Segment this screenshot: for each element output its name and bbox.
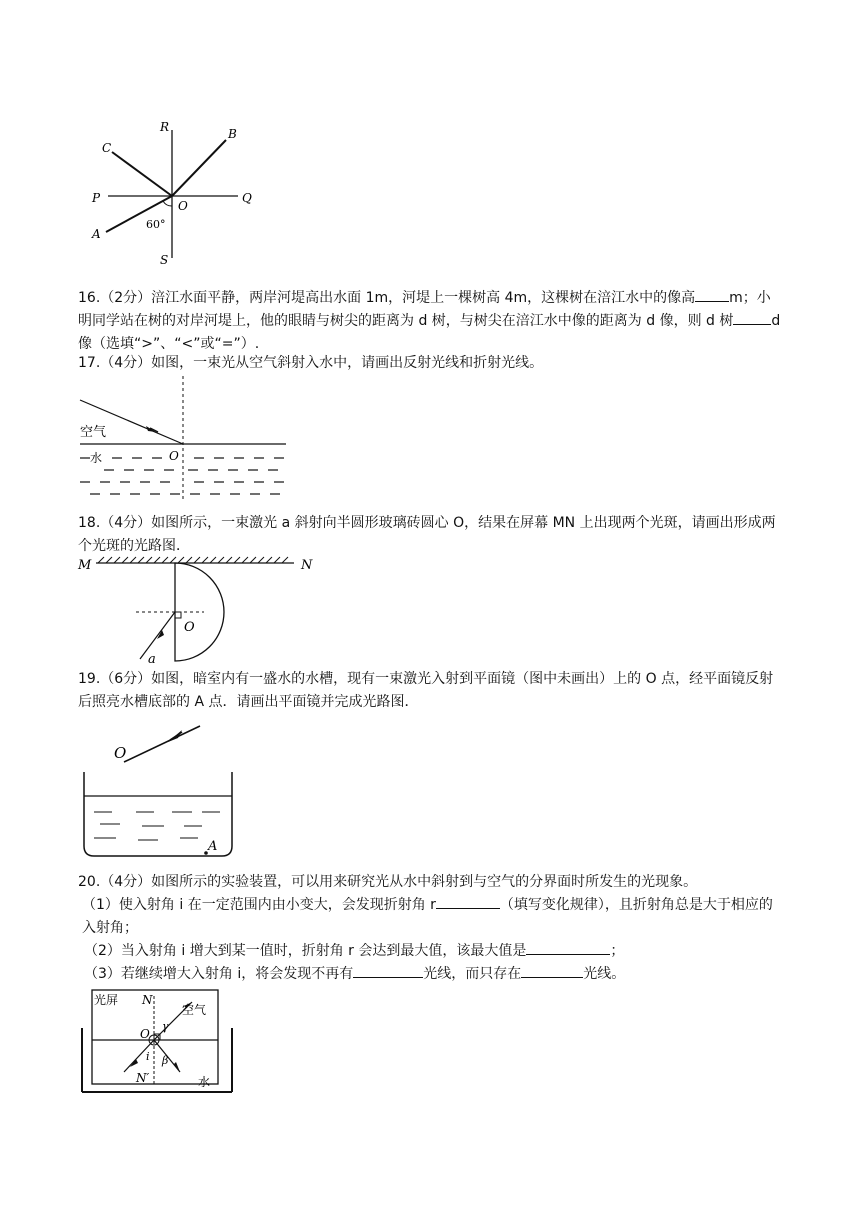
normal-N-label: N	[142, 993, 153, 1007]
question-18	[78, 512, 784, 558]
q16-blank-1[interactable]	[695, 287, 729, 302]
q19-text: 19.（6分）如图，暗室内有一盛水的水槽，现有一束激光入射到平面镜（图中未画出）上的 O 点，经平面镜反射后照亮水槽底部的 A 点．请画出平面镜并完成光路图．	[78, 671, 774, 710]
q20-text: 20.（4分）如图所示的实验装置，可以用来研究光从水中斜射到与空气的分界面时所发生的光现象。	[78, 874, 698, 890]
q20-part-1: （1）使入射角 i 在一定范围内由小变大，会发现折射角 r （填写变化规律），且折射角总是大于相应的入射角；	[82, 894, 784, 940]
question-20	[78, 871, 784, 894]
air-label: 空气	[80, 425, 107, 440]
water-label: 水	[90, 451, 103, 465]
q20-blank-2[interactable]	[526, 940, 610, 955]
label-S: S	[160, 253, 169, 267]
q16-end: d 像（选填“>”、“<”或“=”）.	[78, 313, 781, 352]
water-label: 水	[198, 1075, 211, 1089]
q20-part-3: （3）若继续增大入射角 i，将会发现不再有 光线，而只存在 光线。	[84, 963, 784, 986]
label-C: C	[102, 141, 112, 155]
question-16	[78, 287, 784, 356]
angle-label: 60°	[146, 218, 166, 231]
label-N: N	[301, 558, 313, 573]
angle-gamma-label: γ	[162, 1020, 169, 1033]
label-B: B	[228, 127, 237, 141]
q16-mid: m；小明同学站在树的对岸河堤上，他的眼睛与树尖的距离为 d 树，与树尖在涪江水中像的距离为 d 像，则 d 树	[78, 290, 771, 329]
air-label: 空气	[182, 1003, 207, 1017]
light-screen-apparatus-diagram	[80, 988, 240, 1096]
reflection-diagram	[86, 118, 266, 268]
angle-beta-label: β	[162, 1054, 169, 1067]
label-P: P	[92, 191, 101, 205]
point-O-label: O	[114, 744, 127, 762]
q18-text: 18.（4分）如图所示，一束激光 a 斜射向半圆形玻璃砖圆心 O，结果在屏幕 MN 上出现两个光斑，请画出形成两个光斑的光路图．	[78, 515, 776, 554]
q20-blank-1[interactable]	[436, 894, 500, 909]
label-O: O	[184, 620, 195, 635]
point-O-label: O	[140, 1027, 150, 1041]
q20-blank-3[interactable]	[353, 963, 423, 978]
label-A: A	[92, 227, 101, 241]
question-19	[78, 668, 784, 714]
label-O: O	[178, 199, 188, 213]
label-M: M	[78, 558, 92, 573]
q16-prefix: 16.（2分）涪江水面平静，两岸河堤高出水面 1m，河堤上一棵树高 4m，这棵树在涪江水中的像高	[78, 290, 696, 306]
q16-blank-2[interactable]	[733, 310, 771, 325]
water-tank-diagram	[80, 718, 240, 860]
screen-label: 光屏	[94, 993, 119, 1007]
question-17	[78, 352, 784, 375]
q17-text: 17.（4分）如图，一束光从空气斜射入水中，请画出反射光线和折射光线。	[78, 355, 544, 371]
semicircle-glass-diagram	[76, 553, 326, 668]
q20-blank-4[interactable]	[521, 963, 583, 978]
label-a: a	[148, 652, 156, 667]
q20-part-2: （2）当入射角 i 增大到某一值时，折射角 r 会达到最大值，该最大值是 ；	[84, 940, 784, 963]
label-Q: Q	[242, 191, 252, 205]
label-R: R	[160, 120, 170, 134]
normal-N-prime-label: N′	[136, 1071, 150, 1085]
air-water-refraction-diagram	[76, 374, 292, 502]
angle-i-label: i	[146, 1050, 150, 1063]
point-O-label: O	[169, 449, 179, 463]
point-A-label: A	[208, 839, 218, 854]
